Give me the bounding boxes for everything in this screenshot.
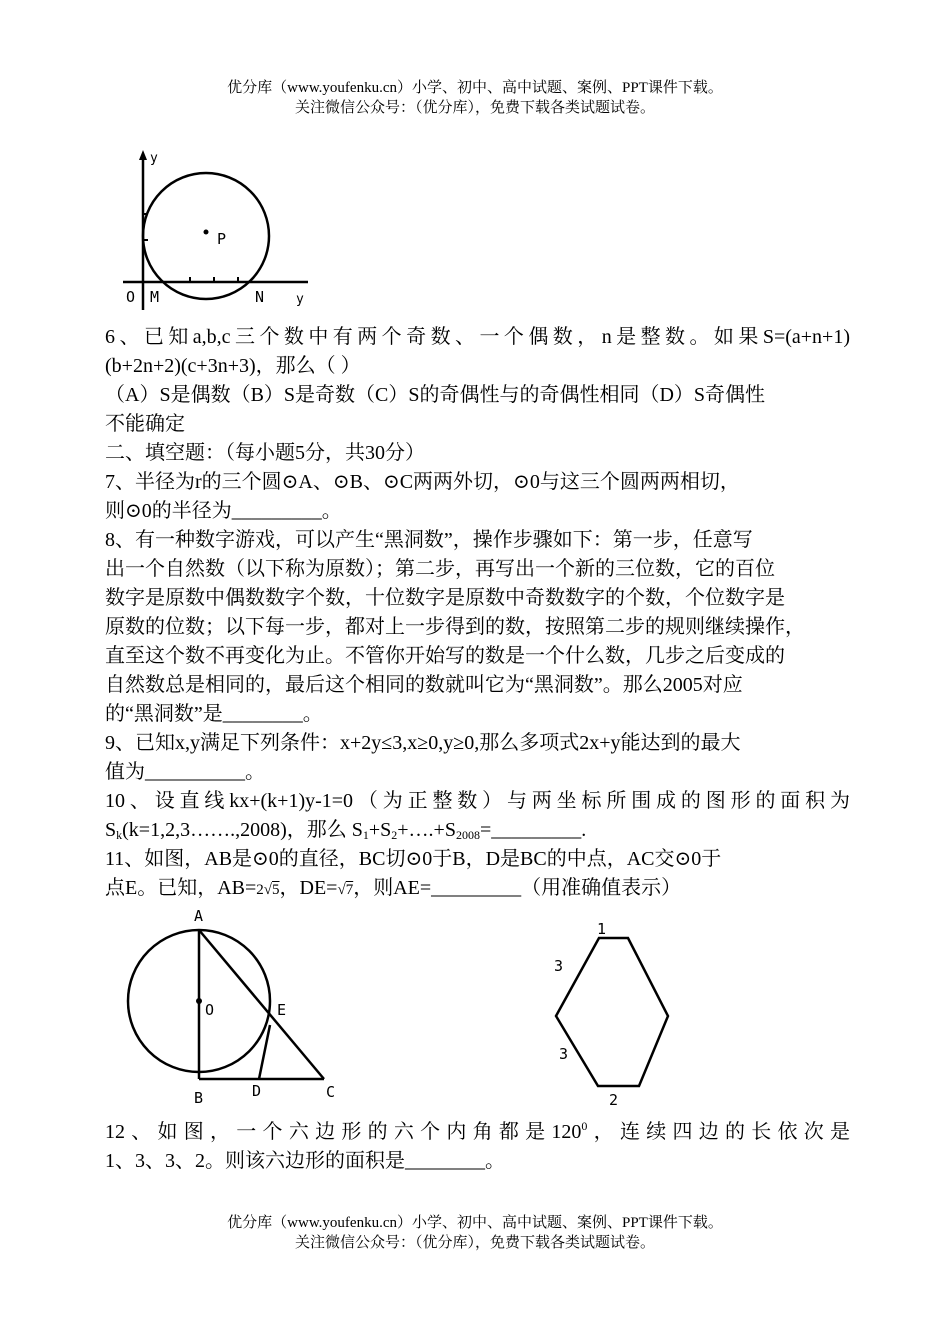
section-2-title: 二、填空题：（每小题5分，共30分） [105,442,425,464]
q10-text-a: (k=1,2,3…….,2008)，那么 S [122,819,363,841]
q10-s: S [105,819,117,841]
label-side-top: 1 [597,920,607,938]
q10-sub-2: 2 [391,828,398,842]
q10-text-b: +S [368,819,392,841]
q12-line-2: 1、3、3、2。则该六边形的面积是________。 [105,1150,505,1172]
q10-text-d: =_________. [479,819,587,841]
figure-circle-coordinate [118,148,318,313]
footer-line-2: 关注微信公众号：（优分库），免费下载各类试题试卷。 [294,1235,655,1251]
q8-line-4: 原数的位数；以下每一步，都对上一步得到的数，按照第二步的规则继续操作， [105,616,805,638]
q11-text-b: ，DE= [279,877,338,899]
label-b: B [194,1089,204,1107]
q6-line-4: 不能确定 [105,413,185,435]
ab-radicand: 5 [272,882,280,898]
q10-line-2 [105,816,850,845]
footer-line-1: 优分库（www.youfenku.cn）小学、初中、高中试题、案例、PPT课件下载。 [227,1215,723,1231]
line-de [259,1025,270,1079]
q10-sub-1: 1 [362,828,369,842]
q10-sub-2008: 2008 [455,828,480,842]
label-side-bottom: 2 [609,1091,619,1109]
q10-sub-k: k [116,828,123,842]
q11-line-2 [105,874,850,903]
header-line-2: 关注微信公众号：（优分库），免费下载各类试题试卷。 [294,100,655,116]
line-ac [199,930,324,1079]
ab-coefficient: 2 [256,882,264,898]
label-origin: O [126,288,136,306]
q12-text-b: ，连续四边的长依次是 [587,1121,850,1143]
q6-line-1: 6、已知a,b,c三个数中有两个奇数、一个偶数，n是整数。如果S=(a+n+1) [105,326,850,348]
label-d: D [252,1082,262,1100]
de-value-radical: √7 [337,882,354,898]
q7-line-2: 则⊙0的半径为_________。 [105,500,342,522]
q7-line-1: 7、半径为r的三个圆⊙A、⊙B、⊙C两两外切，⊙0与这三个圆两两相切， [105,471,740,493]
label-n: N [255,288,265,306]
q8-line-2: 出一个自然数（以下称为原数）；第二步，再写出一个新的三位数，它的百位 [105,558,775,580]
q11-line-1: 11、如图，AB是⊙0的直径，BC切⊙0于B，D是BC的中点，AC交⊙0于 [105,848,722,870]
label-e: E [277,1001,287,1019]
q9-line-1: 9、已知x,y满足下列条件：x+2y≤3,x≥0,y≥0,那么多项式2x+y能达到的最大 [105,732,741,754]
label-o: O [205,1001,215,1019]
q10-line-1: 10、设直线kx+(k+1)y-1=0（为正整数）与两坐标所围成的图形的面积为 [105,790,850,812]
question-block-b [105,1118,850,1176]
ab-value-radical: 2√5 [256,882,280,898]
q8-line-7: 的“黑洞数”是________。 [105,703,323,725]
q12-text-a: 12、如图，一个六边形的六个内角都是120 [105,1121,582,1143]
de-radicand: 7 [345,882,354,898]
label-side-upper-left: 3 [554,957,564,975]
label-a: A [194,907,204,925]
label-side-lower-left: 3 [559,1045,569,1063]
q8-line-5: 直至这个数不再变化为止。不管你开始写的数是一个什么数，几步之后变成的 [105,645,785,667]
question-block-a [105,323,850,903]
center-point-p [204,230,209,235]
q8-line-1: 8、有一种数字游戏，可以产生“黑洞数”，操作步骤如下：第一步，任意写 [105,529,753,551]
q10-text-c: +….+S [397,819,456,841]
figure-hexagon [540,918,690,1113]
label-c: C [326,1083,336,1101]
header-line-1: 优分库（www.youfenku.cn）小学、初中、高中试题、案例、PPT课件下载。 [227,80,723,96]
q12-degree-sup: 0 [581,1119,588,1133]
q9-line-2: 值为__________。 [105,761,265,783]
figure-circle-tangent [118,905,353,1110]
label-m: M [150,288,160,306]
q12-line-1 [105,1118,850,1147]
y-axis-arrow [139,150,147,160]
page-footer [0,1213,950,1253]
label-p: P [217,230,227,248]
q6-line-2: (b+2n+2)(c+3n+3)，那么（ ） [105,355,361,377]
q8-line-6: 自然数总是相同的，最后这个相同的数就叫它为“黑洞数”。那么2005对应 [105,674,743,696]
q11-text-a: 点E。已知，AB= [105,877,257,899]
circle-p [143,173,269,299]
label-x-axis: y [296,292,304,307]
hexagon-outline [556,938,668,1086]
q11-text-c: ，则AE=_________（用准确值表示） [353,877,682,899]
page-header [0,78,950,118]
q6-line-3: （A）S是偶数（B）S是奇数（C）S的奇偶性与的奇偶性相同（D）S奇偶性 [105,384,766,406]
label-y-axis: y [150,151,158,166]
center-point-o [196,998,202,1004]
q8-line-3: 数字是原数中偶数数字个数，十位数字是原数中奇数数字的个数，个位数字是 [105,587,785,609]
